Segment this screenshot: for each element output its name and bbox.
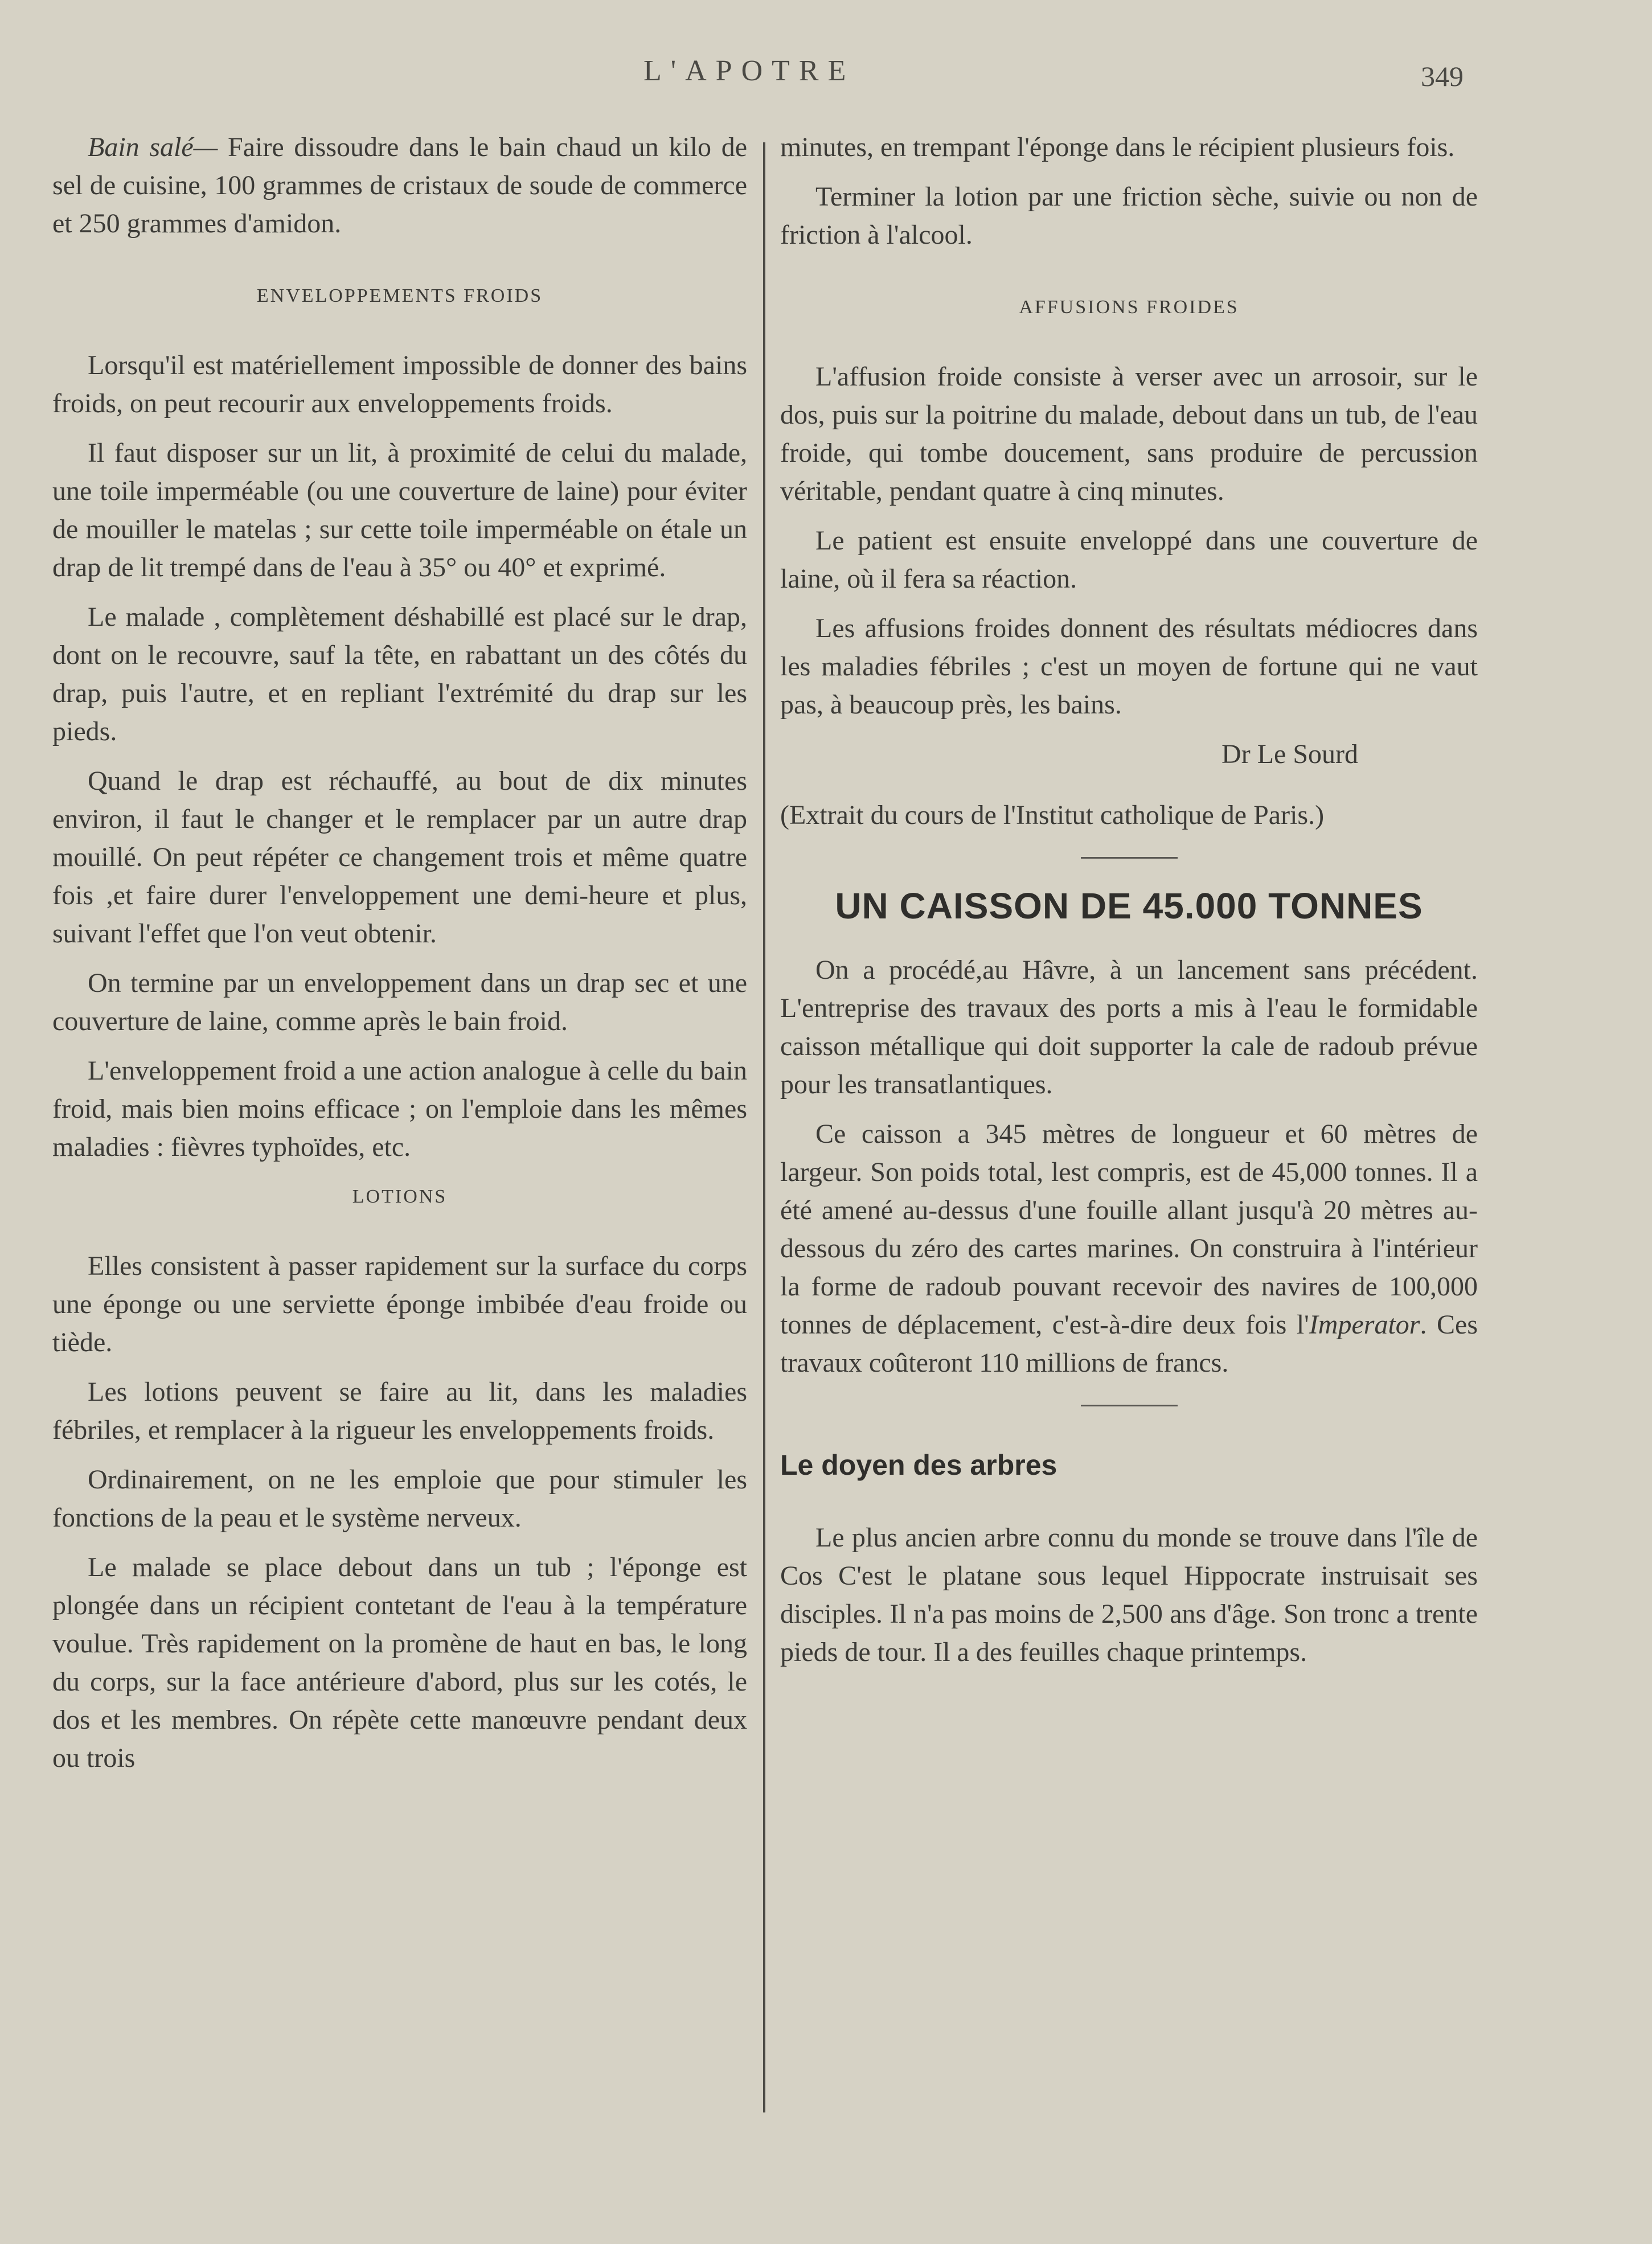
- column-divider: [763, 142, 765, 2112]
- separator-rule: [1081, 857, 1178, 859]
- bain-sale-text: Faire dissoudre dans le bain chaud un kilo de sel de cuisine, 100 grammes de cristaux de soude de commerce et 250 grammes d'amidon.: [52, 132, 747, 239]
- enveloppements-paragraph-1: Lorsqu'il est matériellement impossible de donner des bains froids, on peut recourir aux enveloppements froids.: [52, 350, 747, 419]
- imperator-italic: Imperator: [1309, 1310, 1420, 1340]
- separator-rule: [1081, 1405, 1178, 1406]
- left-column: [52, 128, 747, 1788]
- affusions-paragraph-1: L'affusion froide consiste à verser avec un arrosoir, sur le dos, puis sur la poitrine du malade, debout dans un tub, de l'eau froide, qui tombe doucement, sans produire de percussion véritable, pendant quatre à cinq minutes.: [780, 362, 1478, 506]
- caisson-paragraph-2-start: Ce caisson a 345 mètres de longueur et 60 mètres de largeur. Son poids total, lest compris, est de 45,000 tonnes. Il a été amené au-dessus d'une fouille allant jusqu'à 20 mètres au-dessous du zéro des cartes marines. On construira à l'intérieur la forme de radoub pouvant recevoir des navires de 100,000 tonnes de déplacement, c'est-à-dire deux fois l': [780, 1119, 1478, 1340]
- source-citation: (Extrait du cours de l'Institut catholique de Paris.): [780, 800, 1325, 830]
- running-title: L'APOTRE: [643, 55, 855, 87]
- lotions-paragraph-3: Ordinairement, on ne les emploie que pour stimuler les fonctions de la peau et le système nerveux.: [52, 1464, 747, 1533]
- affusions-paragraph-3: Les affusions froides donnent des résultats médiocres dans les maladies fébriles ; c'est un moyen de fortune qui ne vaut pas, à beaucoup près, les bains.: [780, 613, 1478, 720]
- bain-sale-paragraph: [52, 128, 747, 243]
- right-column: [780, 128, 1478, 1683]
- lotions-paragraph-4: Le malade se place debout dans un tub ; l'éponge est plongée dans un récipient contetant de l'eau à la température voulue. Très rapidement on la promène de haut en bas, le long du corps, sur la face antérieure d'abord, plus sur les cotés, le dos et les membres. On répète cette manœuvre pendant deux ou trois: [52, 1552, 747, 1773]
- enveloppements-paragraph-2: Il faut disposer sur un lit, à proximité de celui du malade, une toile imperméable (ou une couverture de laine) pour éviter de mouiller le matelas ; sur cette toile imperméable on étale un drap de lit trempé dans de l'eau à 35° ou 40° et exprimé.: [52, 438, 747, 582]
- caisson-paragraph-1: On a procédé,au Hâvre, à un lancement sans précédent. L'entreprise des travaux des ports a mis à l'eau le formidable caisson métallique qui doit supporter la cale de radoub prévue pour les transatlantiques.: [780, 955, 1478, 1100]
- doyen-paragraph: Le plus ancien arbre connu du monde se trouve dans l'île de Cos C'est le platane sous lequel Hippocrate instruisait ses disciples. Il n'a pas moins de 2,500 ans d'âge. Son tronc a trente pieds de tour. Il a des feuilles chaque printemps.: [780, 1523, 1478, 1667]
- lotion-end-paragraph: Terminer la lotion par une friction sèche, suivie ou non de friction à l'alcool.: [780, 182, 1478, 250]
- lotions-heading: LOTIONS: [352, 1186, 448, 1207]
- bain-sale-label: Bain salé—: [88, 132, 218, 162]
- page-header: [0, 54, 1652, 100]
- lotions-paragraph-2: Les lotions peuvent se faire au lit, dans les maladies fébriles, et remplacer à la rigueur les enveloppements froids.: [52, 1377, 747, 1445]
- lotions-paragraph-1: Elles consistent à passer rapidement sur la surface du corps une éponge ou une serviette éponge imbibée d'eau froide ou tiède.: [52, 1251, 747, 1357]
- caisson-paragraph-2-end: . Ces travaux coûteront 110 millions de francs.: [780, 1310, 1478, 1378]
- enveloppements-paragraph-4: Quand le drap est réchauffé, au bout de dix minutes environ, il faut le changer et le remplacer par un autre drap mouillé. On peut répéter ce changement trois et même quatre fois ,et faire durer l'enveloppement une demi-heure et plus, suivant l'effet que l'on veut obtenir.: [52, 766, 747, 949]
- caisson-article-title: UN CAISSON DE 45.000 TONNES: [835, 885, 1423, 926]
- enveloppements-paragraph-5: On termine par un enveloppement dans un drap sec et une couverture de laine, comme après le bain froid.: [52, 968, 747, 1036]
- page-number: 349: [1421, 60, 1464, 92]
- enveloppements-paragraph-3: Le malade , complètement déshabillé est placé sur le drap, dont on le recouvre, sauf la tête, en rabattant un des côtés du drap, puis l'autre, et en repliant l'extrémité du drap sur les pieds.: [52, 602, 747, 746]
- affusions-paragraph-2: Le patient est ensuite enveloppé dans une couverture de laine, où il fera sa réaction.: [780, 526, 1478, 594]
- enveloppements-heading: ENVELOPPEMENTS FROIDS: [256, 285, 543, 306]
- doyen-article-title: Le doyen des arbres: [780, 1449, 1057, 1481]
- enveloppements-paragraph-6: L'enveloppement froid a une action analogue à celle du bain froid, mais bien moins efficace ; on l'emploie dans les mêmes maladies : fièvres typhoïdes, etc.: [52, 1056, 747, 1162]
- continued-paragraph: minutes, en trempant l'éponge dans le récipient plusieurs fois.: [780, 132, 1455, 162]
- affusions-heading: AFFUSIONS FROIDES: [1019, 297, 1239, 318]
- author-signature: Dr Le Sourd: [1221, 739, 1358, 769]
- caisson-paragraph-2: [780, 1115, 1478, 1382]
